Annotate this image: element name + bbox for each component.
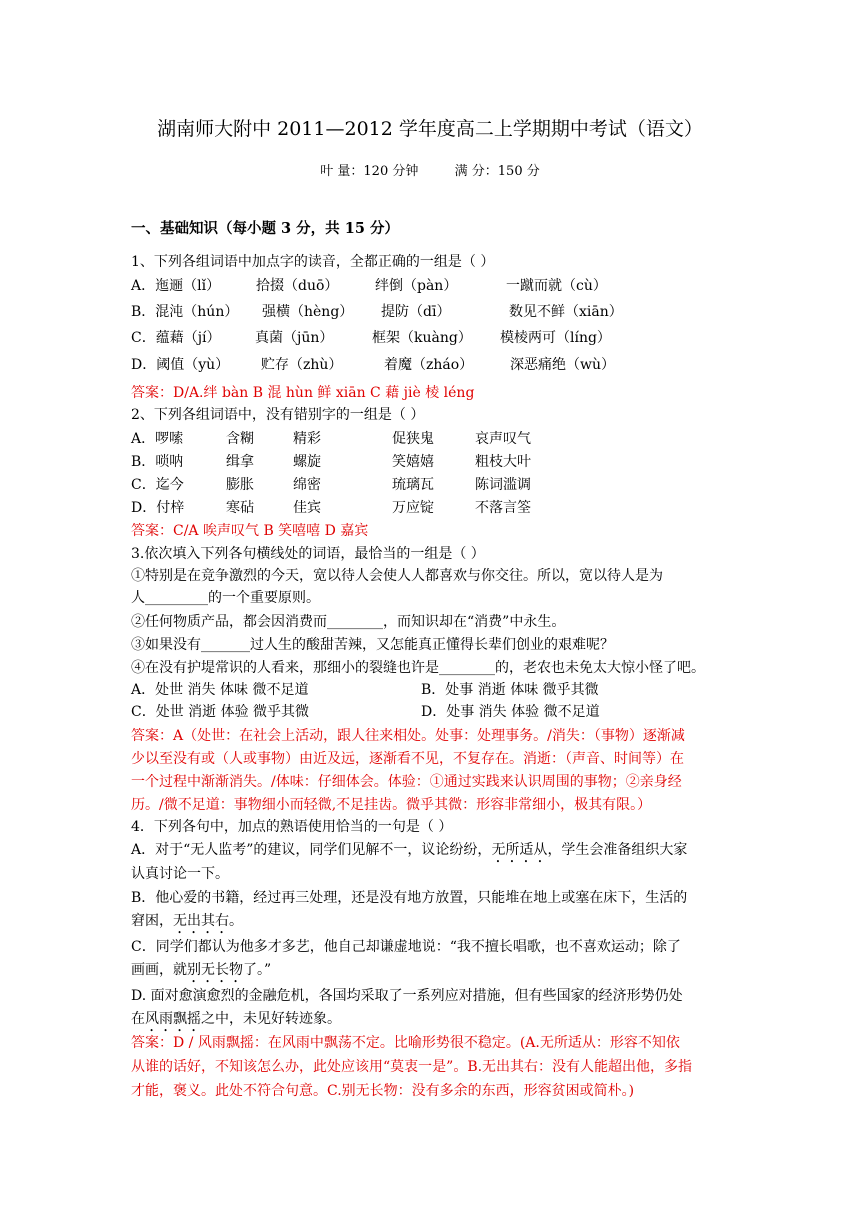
q2-option-cell: C．迄今 [131, 477, 184, 493]
time-limit: 叶 量：120 分钟 [320, 164, 419, 179]
q2-option-cell: 陈词滥调 [475, 477, 531, 493]
q1-option-cell: 真菌（jūn） [255, 330, 334, 346]
dotted-idiom: 无出其右 [173, 913, 229, 929]
q2-option-cell: 笑嬉嬉 [392, 454, 434, 470]
q2-option-cell: D．付梓 [131, 500, 185, 516]
q1-option-cell: C．蕴藉（jí） [131, 330, 221, 346]
q4-answer-line: 答案：D / 风雨飘摇：在风雨中飘荡不定。比喻形势很不稳定。(A.无所适从：形容不知依 [131, 1035, 680, 1051]
q2-option-cell: 万应锭 [392, 500, 434, 516]
q2-option-cell: 绵密 [293, 477, 321, 493]
q4-option-d-cont [131, 1009, 341, 1035]
q2-option-cell: 寒砧 [226, 500, 254, 516]
q3-sentence: ④在没有护堤常识的人看来，那细小的裂缝也许是________的，老农也未免太大惊小怪了吧。 [131, 660, 705, 676]
q2-option-cell: 膨胀 [226, 477, 254, 493]
q1-option-cell: 贮存（zhù） [261, 357, 343, 373]
text: 窘困， [131, 913, 173, 929]
q2-option-cell: 粗枝大叶 [475, 454, 531, 470]
q4-option-c: C．同学们都认为他多才多艺，他自己却谦虚地说：“我不擅长唱歌，也不喜欢运动；除了 [131, 939, 681, 955]
q2-option-cell: 佳宾 [293, 500, 321, 516]
q1-option-cell: 一蹴而就（cù） [506, 278, 607, 294]
q1-option-cell: B．混沌（hún） [131, 304, 239, 320]
q2-option-row [131, 498, 731, 518]
q2-option-cell: 含糊 [226, 431, 254, 447]
question-1-stem: 1、下列各组词语中加点字的读音，全都正确的一组是（ ） [131, 254, 495, 270]
q4-option-a-cont: 认真讨论一下。 [131, 866, 229, 882]
q4-option-d: D. 面对愈演愈烈的金融危机，各国均采取了一系列应对措施，但有些国家的经济形势仍处 [131, 988, 683, 1004]
question-4-stem: 4．下列各句中，加点的熟语使用恰当的一句是（ ） [131, 819, 453, 835]
q3-option-row [131, 680, 731, 700]
q1-option-cell: 提防（dī） [381, 304, 451, 320]
text: 画画，就 [131, 962, 187, 978]
text: 。 [229, 913, 243, 929]
q2-option-cell: 缉拿 [226, 454, 254, 470]
q1-option-cell: D．阈值（yù） [131, 357, 230, 373]
dotted-idiom: 风雨飘摇 [145, 1011, 201, 1027]
q1-option-row [131, 302, 731, 322]
q3-option: B．处事 消逝 体味 微乎其微 [421, 682, 599, 698]
q1-option-cell: 绊倒（pàn） [375, 278, 458, 294]
q3-option: C．处世 消逝 体验 微乎其微 [131, 704, 310, 720]
section-heading: 一、基础知识（每小题 3 分，共 15 分） [131, 220, 399, 237]
dotted-idiom: 别无长物 [187, 962, 243, 978]
q3-sentence: ②任何物质产品，都会因消费而________，而知识却在“消费”中永生。 [131, 614, 566, 630]
q2-option-cell: 精彩 [293, 431, 321, 447]
text: 在 [131, 1011, 145, 1027]
q2-option-cell: 螺旋 [293, 454, 321, 470]
q2-option-cell: 琉璃瓦 [392, 477, 434, 493]
q4-option-b: B．他心爱的书籍，经过再三处理，还是没有地方放置，只能堆在地上或塞在床下，生活的 [131, 890, 688, 906]
q4-option-c-cont [131, 960, 271, 986]
q1-option-cell: 深恶痛绝（wù） [510, 357, 615, 373]
q1-option-cell: 拾掇（duō） [256, 278, 339, 294]
text: 之中，未见好转迹象。 [201, 1011, 341, 1027]
exam-meta [0, 163, 860, 181]
q3-sentence: ①特别是在竞争激烈的今天，宽以待人会使人人都喜欢与你交往。所以，宽以待人是为 [131, 568, 663, 584]
q1-option-cell: 着魔（zháo） [384, 357, 474, 373]
text: A．对于“无人监考”的建议，同学们见解不一，议论纷纷， [131, 842, 492, 858]
q4-answer-line: 从谁的话好，不知该怎么办，此处应该用“莫衷一是”。B.无出其右：没有人能超出他，多指 [131, 1059, 693, 1075]
text: ，学生会准备组织大家 [547, 842, 688, 858]
q3-answer-line: 一个过程中渐渐消失。/体味：仔细体会。体验：①通过实践来认识周围的事物；②亲身经 [131, 774, 682, 790]
q3-answer-line: 少以至没有或（人或事物）由近及远，逐渐看不见，不复存在。消逝：（声音、时间等）在 [131, 751, 684, 767]
q3-option-row [131, 702, 731, 722]
full-score: 满 分：150 分 [454, 164, 540, 179]
q2-option-row [131, 429, 731, 449]
q1-option-cell: 强横（hèng） [262, 304, 354, 320]
q3-sentence: 人_________的一个重要原则。 [131, 590, 320, 606]
q1-option-cell: A．迤逦（lǐ） [131, 278, 221, 294]
q3-answer-line: 答案：A（处世：在社会上活动，跟人往来相处。处事：处理事务。/消失：（事物）逐渐减 [131, 728, 685, 744]
q4-option-b-cont [131, 911, 243, 937]
dotted-idiom: 无所适从 [491, 842, 548, 858]
q1-answer: 答案：D/A.绊 bàn B 混 hùn 鲜 xiān C 藉 jiè 棱 léng [131, 385, 475, 401]
q1-option-cell: 数见不鲜（xiān） [509, 304, 623, 320]
q2-option-cell: 哀声叹气 [475, 431, 531, 447]
q2-option-cell: 不落言筌 [475, 500, 531, 516]
q1-option-row [131, 328, 731, 348]
q2-answer: 答案：C/A 唉声叹气 B 笑嘻嘻 D 嘉宾 [131, 523, 369, 539]
text: 了。” [243, 962, 272, 978]
q3-answer-line: 历。/微不足道：事物细小而轻微,不足挂齿。微乎其微：形容非常细小，极其有限。） [131, 797, 652, 813]
q4-option-a [131, 840, 687, 866]
q2-option-row [131, 452, 731, 472]
q2-option-row [131, 475, 731, 495]
q2-option-cell: B．唢呐 [131, 454, 184, 470]
q4-answer-line: 才能，褒义。此处不符合句意。C.别无长物：没有多余的东西，形容贫困或简朴。) [131, 1083, 635, 1099]
q1-option-cell: 模棱两可（líng） [500, 330, 611, 346]
q2-option-cell: 促狭鬼 [392, 431, 434, 447]
q3-option: A．处世 消失 体味 微不足道 [131, 682, 309, 698]
question-3-stem: 3.依次填入下列各句横线处的词语，最恰当的一组是（ ） [131, 546, 485, 562]
q1-option-row [131, 355, 731, 375]
q3-sentence: ③如果没有_______过人生的酸甜苦辣，又怎能真正懂得长辈们创业的艰难呢？ [131, 637, 614, 653]
q1-option-cell: 框架（kuàng） [372, 330, 472, 346]
q1-option-row [131, 276, 731, 296]
question-2-stem: 2、下列各组词语中，没有错别字的一组是（ ） [131, 407, 425, 423]
q2-option-cell: A．啰嗦 [131, 431, 184, 447]
exam-title: 湖南师大附中 2011—2012 学年度高二上学期期中考试（语文） [157, 118, 703, 140]
q3-option: D．处事 消失 体验 微不足道 [421, 704, 600, 720]
